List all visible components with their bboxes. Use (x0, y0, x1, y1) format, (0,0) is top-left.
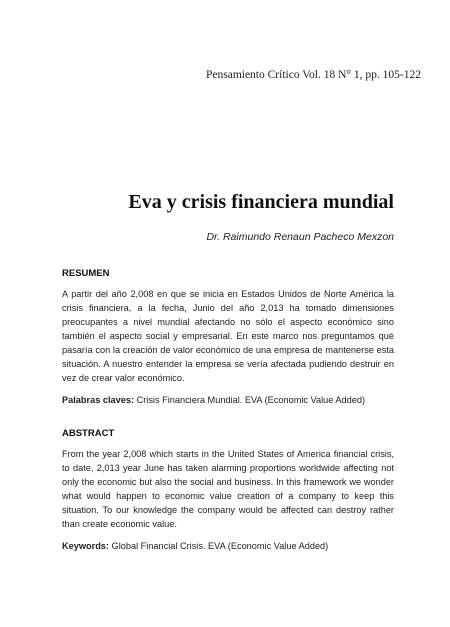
resumen-keywords (62, 393, 394, 407)
abstract-keywords-label: Keywords: (62, 541, 109, 551)
resumen-keywords-label: Palabras claves: (62, 395, 135, 405)
author-name: Dr. Raimundo Renaun Pacheco Mexzon (206, 231, 394, 243)
resumen-section (62, 268, 394, 407)
abstract-keywords-value: Global Financial Crisis. EVA (Economic Value Added) (111, 541, 329, 551)
resumen-keywords-value: Crisis Financiera Mundial. EVA (Economic Value Added) (136, 395, 366, 405)
abstract-text: From the year 2,008 which starts in the United States of America financial crisis, to date, 2,013 year June has taken alarming proportions worldwide affecting not only the economic but also the social and business. In this framework we wonder what would happen to economic value creation of a company to keep this situation. To our knowledge the company would be affected can destroy rather than create economic value. (62, 449, 394, 529)
abstract-keywords (62, 539, 394, 553)
resumen-heading: RESUMEN (62, 268, 110, 279)
resumen-text: A partir del año 2,008 en que se inicia en Estados Unidos de Norte América la crisis financiera, a la fecha, Junio del año 2,013 ha tomado dimensiones preocupantes a nivel mundial afectando no sólo el aspecto económico sino también el aspecto social y empresarial. En este marco nos preguntamos qué pasaría con la creación de valor económico de una empresa de mantenerse esta situación. A nuestro entender la empresa se vería afectada pudiendo destruir en vez de crear valor económico. (62, 289, 394, 383)
abstract-heading: ABSTRACT (62, 428, 115, 439)
abstract-section (62, 428, 394, 553)
article-title: Eva y crisis financiera mundial (128, 191, 394, 213)
journal-reference: Pensamiento Crítico Vol. 18 N° 1, pp. 105-122 (205, 69, 421, 81)
